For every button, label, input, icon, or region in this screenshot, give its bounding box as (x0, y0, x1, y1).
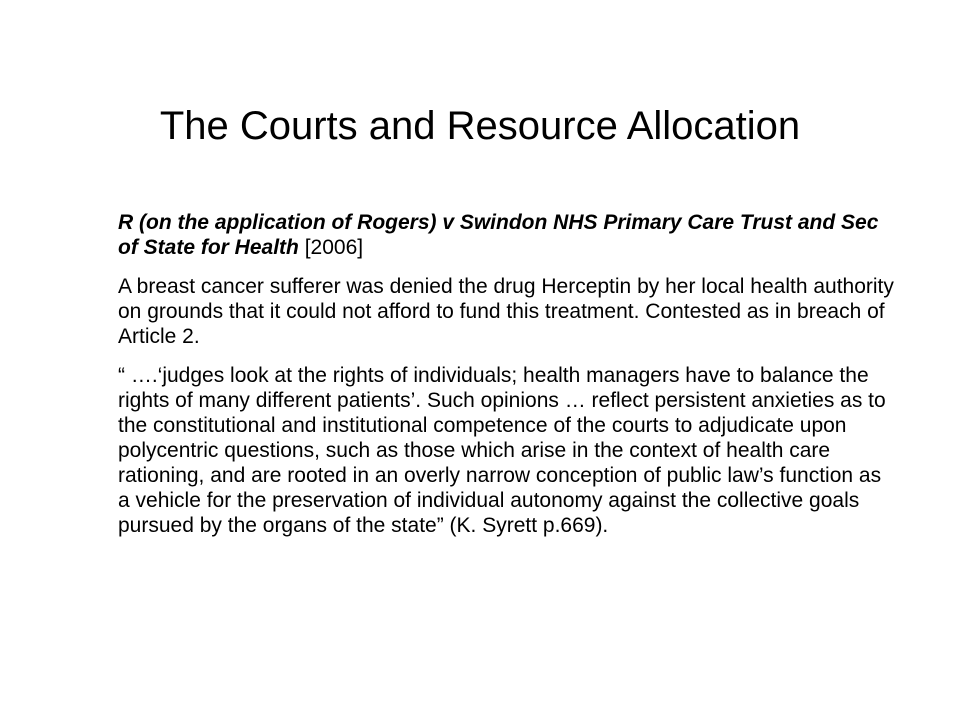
case-quote: “ ….‘judges look at the rights of individuals; health managers have to balance the rights of many different patients’. Such opinions … reflect persistent anxieties as to the constitutional and institutional competence of the courts to adjudicate upon polycentric questions, such as those which arise in the context of health care rationing, and are rooted in an overly narrow conception of public law’s function as a vehicle for the preservation of individual autonomy against the collective goals pursued by the organs of the state” (K. Syrett p.669). (118, 364, 886, 537)
case-year: [2006] (298, 236, 364, 259)
case-facts: A breast cancer sufferer was denied the drug Herceptin by her local health authority on grounds that it could not afford to fund this treatment. Contested as in breach of Article 2. (118, 275, 894, 348)
slide-body (118, 210, 898, 552)
case-citation (118, 210, 898, 260)
case-name: R (on the application of Rogers) v Swindon NHS Primary Care Trust and Sec of State for Health (118, 211, 879, 259)
slide-title: The Courts and Resource Allocation (159, 104, 801, 148)
